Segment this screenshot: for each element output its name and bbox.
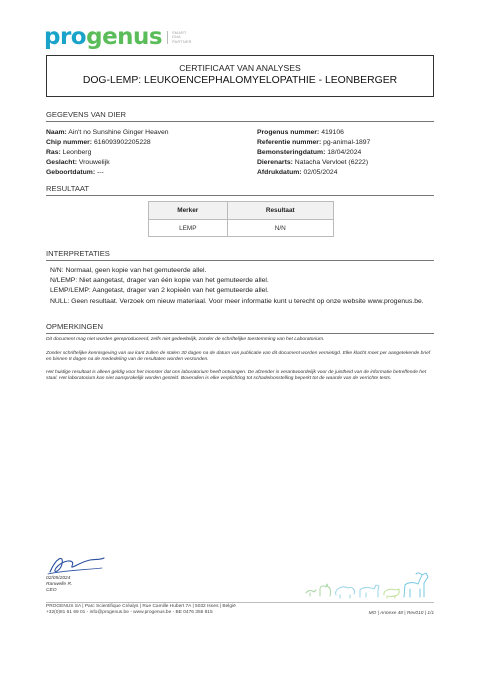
detail-label: Referentie nummer: bbox=[257, 139, 322, 146]
result-table bbox=[148, 201, 334, 237]
remark-paragraph: Dit document mag niet worden gereproduceerd, zelfs niet gedeeltelijk, zonder de schriftelijke toestemming van het Laboratorium. bbox=[46, 337, 325, 342]
logo-tagline-line: DNA bbox=[172, 35, 181, 40]
detail-value: Ain't no Sunshine Ginger Heaven bbox=[68, 129, 169, 136]
table-row bbox=[149, 220, 334, 237]
pig-icon bbox=[384, 589, 399, 598]
detail-value: 18/04/2024 bbox=[327, 149, 362, 156]
detail-label: Geboortdatum: bbox=[46, 169, 96, 176]
progenus-logo bbox=[44, 26, 192, 49]
detail-value: pg-animal-1897 bbox=[323, 139, 371, 146]
sheep-icon bbox=[336, 587, 355, 598]
column-header-marker: Merker bbox=[149, 202, 228, 220]
horse-icon bbox=[404, 573, 428, 597]
detail-label: Progenus nummer: bbox=[257, 129, 320, 136]
result-cell: N/N bbox=[227, 220, 333, 237]
detail-row bbox=[257, 168, 370, 178]
animal-section-heading: GEGEVENS VAN DIER bbox=[46, 110, 434, 122]
remark-paragraph: Zonder schriftelijke kennisgeving van uw kant zullen de stalen 30 dagen na de datum van publicatie van dit document worden vernietigd. Elke klacht moet per aangetekende brief en binnen 8 dagen na de mededeling van de resultaten worden verzonden. bbox=[46, 351, 431, 363]
interpretation-line: N/LEMP: Niet aangetast, drager van één kopie van het gemuteerde allel. bbox=[50, 277, 269, 285]
interpretation-line: NULL: Geen resultaat. Verzoek om nieuw materiaal. Voor meer informatie kunt u terecht op onze website www.progenus.be. bbox=[50, 297, 424, 305]
bird-icon bbox=[306, 590, 316, 596]
detail-label: Naam: bbox=[46, 129, 67, 136]
signature-block bbox=[46, 576, 72, 595]
detail-row bbox=[257, 158, 370, 168]
logo-wordmark-part2: genus bbox=[86, 24, 163, 50]
certificate-title-box bbox=[46, 55, 434, 97]
logo-tagline-line: SMART bbox=[172, 30, 187, 35]
detail-row bbox=[257, 148, 370, 158]
table-header-row bbox=[149, 202, 334, 220]
detail-label: Dierenarts: bbox=[257, 159, 293, 166]
detail-row bbox=[46, 148, 169, 158]
logo-tagline bbox=[167, 31, 192, 44]
detail-value: 02/05/2024 bbox=[303, 169, 338, 176]
footer-address bbox=[46, 604, 236, 617]
interpretation-list bbox=[50, 266, 430, 307]
signature-date: 02/05/2024 bbox=[46, 576, 71, 581]
certificate-subtitle: DOG-LEMP: LEUKOENCEPHALOMYELOPATHIE - LEONBERGER bbox=[82, 75, 398, 86]
remark-paragraph: Het huidige resultaat is alleen geldig voor het monster dat ons laboratorium heeft ontvangen. De afzender is verantwoordelijk voor de juistheid van de informatie betreffende het staal. Het laboratorium kan niet aansprakelijk worden gesteld. Bovendien is elke verplichting tot schadeloosstelling beperkt tot de waarde van de verrichte tests. bbox=[46, 370, 427, 382]
detail-value: --- bbox=[96, 169, 104, 176]
interpretation-section-heading: INTERPRETATIES bbox=[46, 249, 434, 261]
detail-value: Natacha Vervloet (6222) bbox=[294, 159, 369, 166]
detail-value: 616093902205228 bbox=[93, 139, 151, 146]
detail-label: Chip nummer: bbox=[46, 139, 93, 146]
logo-wordmark-part1: pro bbox=[44, 24, 87, 50]
logo-wordmark bbox=[44, 26, 162, 49]
detail-row bbox=[257, 138, 370, 148]
cat-icon bbox=[320, 584, 330, 596]
footer-address-line: PROGENUS SA | Parc Scientifique Créalys | Rue Camille Hubert 7A | 5032 Isnes | België bbox=[46, 604, 236, 609]
column-header-result: Resultaat bbox=[227, 202, 333, 220]
animal-details-right bbox=[257, 128, 370, 178]
marker-cell: LEMP bbox=[149, 220, 228, 237]
detail-value: Leonberg bbox=[62, 149, 92, 156]
interpretation-line: N/N: Normaal, geen kopie van het gemuteerde allel. bbox=[50, 267, 207, 274]
signature-scribble bbox=[46, 548, 106, 578]
signature-name: Ranwelle R. bbox=[46, 582, 73, 588]
detail-label: Geslacht: bbox=[46, 159, 77, 166]
interpretation-line: LEMP/LEMP: Aangetast, drager van 2 kopieën van het gemuteerde allel. bbox=[50, 287, 269, 295]
detail-label: Ras: bbox=[46, 149, 61, 156]
detail-value: Vrouwelijk bbox=[78, 159, 110, 166]
detail-row bbox=[46, 158, 169, 168]
detail-row bbox=[46, 138, 169, 148]
footer-contact-line: +32(0)81 61 69 01 - info@progenus.be - www.progenus.be - BE 0476 355 815 bbox=[46, 610, 213, 616]
detail-row bbox=[46, 168, 169, 178]
remarks-section-heading: OPMERKINGEN bbox=[46, 322, 434, 334]
detail-row bbox=[46, 128, 169, 138]
signature-role: CEO bbox=[46, 588, 57, 594]
footer-doc-reference: MO | Annexe 48 | Rev010 | 1/1 bbox=[368, 611, 434, 616]
detail-value: 419106 bbox=[321, 129, 344, 136]
result-section-heading: RESULTAAT bbox=[46, 184, 434, 196]
detail-row bbox=[257, 128, 370, 138]
animal-details-left bbox=[46, 128, 169, 178]
animals-illustration bbox=[300, 563, 438, 599]
logo-tagline-line: PARTNER bbox=[172, 39, 192, 44]
certificate-title: CERTIFICAAT VAN ANALYSES bbox=[179, 63, 301, 73]
detail-label: Bemonsteringdatum: bbox=[257, 149, 326, 156]
footer-divider bbox=[46, 602, 434, 603]
dog-icon bbox=[360, 585, 379, 597]
detail-label: Afdrukdatum: bbox=[257, 169, 302, 176]
